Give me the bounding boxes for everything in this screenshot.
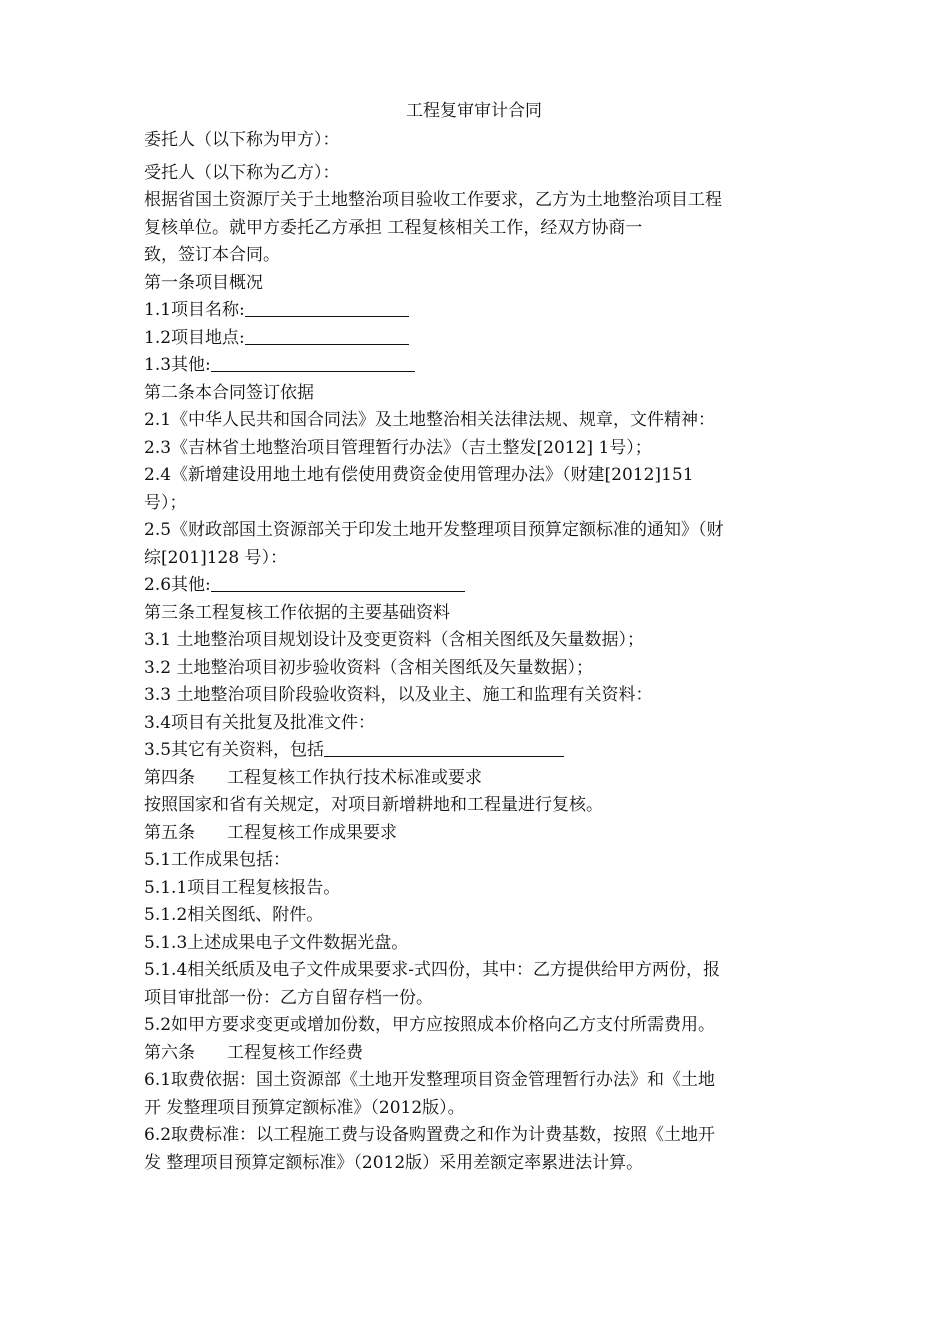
item-6-1-line-1: 6.1取费依据：国土资源部《土地开发整理项目资金管理暂行办法》和《土地 <box>144 1070 716 1090</box>
article-2-title: 第二条本合同签订依据 <box>144 382 314 403</box>
item-2-4-line-2: 号）； <box>144 492 187 513</box>
article-6-title <box>144 1040 808 1068</box>
item-2-6-label: 2.6其他: <box>144 575 211 595</box>
item-1-2 <box>144 325 808 353</box>
project-name-blank[interactable] <box>245 299 409 317</box>
item-2-6 <box>144 572 808 600</box>
item-5-1-4-line-2: 项目审批部一份：乙方自留存档一份。 <box>144 987 433 1008</box>
item-1-2-label: 1.2项目地点: <box>144 327 245 348</box>
article-6-heading: 工程复核工作经费 <box>227 1042 363 1063</box>
item-3-2: 3.2 土地整治项目初步验收资料（含相关图纸及矢量数据）； <box>144 657 593 678</box>
article-4-heading: 工程复核工作执行技术标准或要求 <box>227 767 482 788</box>
item-5-1-4-line-1: 5.1.4相关纸质及电子文件成果要求-式四份，其中：乙方提供给甲方两份，报 <box>144 960 720 980</box>
article-5-label: 第五条 <box>144 822 195 843</box>
document-title: 工程复审审计合同 <box>406 101 542 121</box>
item-1-3-label: 1.3其他: <box>144 355 211 375</box>
item-2-1: 2.1《中华人民共和国合同法》及土地整治相关法律法规、规章，文件精神： <box>144 410 716 430</box>
item-1-1 <box>144 297 808 325</box>
item-2-4-line-1: 2.4《新增建设用地土地有偿使用费资金使用管理办法》（财建[2012]151 <box>144 465 694 485</box>
item-6-2-line-1: 6.2取费标准：以工程施工费与设备购置费之和作为计费基数，按照《土地开 <box>144 1125 716 1145</box>
item-1-3 <box>144 352 808 380</box>
article-3-title: 第三条工程复核工作依据的主要基础资料 <box>144 602 450 623</box>
other-materials-blank[interactable] <box>324 739 564 757</box>
item-3-4: 3.4项目有关批复及批准文件： <box>144 712 376 733</box>
project-location-blank[interactable] <box>245 327 409 345</box>
item-2-5-line-1: 2.5《财政部国土资源部关于印发土地开发整理项目预算定额标准的通知》（财 <box>144 520 724 540</box>
party-a-line: 委托人（以下称为甲方）： <box>144 130 340 150</box>
other-basis-blank[interactable] <box>211 574 465 592</box>
article-6-label: 第六条 <box>144 1042 195 1063</box>
article-4-title <box>144 765 808 793</box>
item-6-2-line-2: 发 整理项目预算定额标准》（2012版）采用差额定率累进法计算。 <box>144 1152 644 1173</box>
item-3-5-label: 3.5其它有关资料，包括 <box>144 740 325 760</box>
article-5-title <box>144 820 808 848</box>
item-3-3: 3.3 土地整治项目阶段验收资料，以及业主、施工和监理有关资料： <box>144 685 653 705</box>
article-1-title: 第一条项目概况 <box>144 272 263 293</box>
article-4-body: 按照国家和省有关规定，对项目新增耕地和工程量进行复核。 <box>144 795 603 815</box>
item-6-1-line-2: 开 发整理项目预算定额标准》（2012版）。 <box>144 1097 465 1118</box>
other-info-blank[interactable] <box>211 354 415 372</box>
intro-line-2: 复核单位。就甲方委托乙方承担 工程复核相关工作，经双方协商一 <box>144 217 643 238</box>
party-b-line: 受托人（以下称为乙方）： <box>144 162 340 183</box>
intro-line-1: 根据省国土资源厅关于土地整治项目验收工作要求，乙方为土地整治项目工程 <box>144 190 722 210</box>
item-3-1: 3.1 土地整治项目规划设计及变更资料（含相关图纸及矢量数据）； <box>144 630 644 650</box>
item-5-1-2: 5.1.2相关图纸、附件。 <box>144 905 324 925</box>
item-3-5 <box>144 737 808 765</box>
intro-line-3: 致，签订本合同。 <box>144 245 280 265</box>
item-1-1-label: 1.1项目名称: <box>144 300 245 320</box>
item-2-5-line-2: 综[201]128 号）： <box>144 547 288 568</box>
item-5-2: 5.2如甲方要求变更或增加份数，甲方应按照成本价格向乙方支付所需费用。 <box>144 1015 716 1035</box>
item-5-1-3: 5.1.3上述成果电子文件数据光盘。 <box>144 932 409 953</box>
item-5-1-1: 5.1.1项目工程复核报告。 <box>144 877 341 898</box>
item-5-1: 5.1工作成果包括： <box>144 850 291 870</box>
article-4-label: 第四条 <box>144 767 195 788</box>
item-2-3: 2.3《吉林省土地整治项目管理暂行办法》（吉土整发[2012] 1号）； <box>144 437 652 458</box>
article-5-heading: 工程复核工作成果要求 <box>227 822 397 843</box>
